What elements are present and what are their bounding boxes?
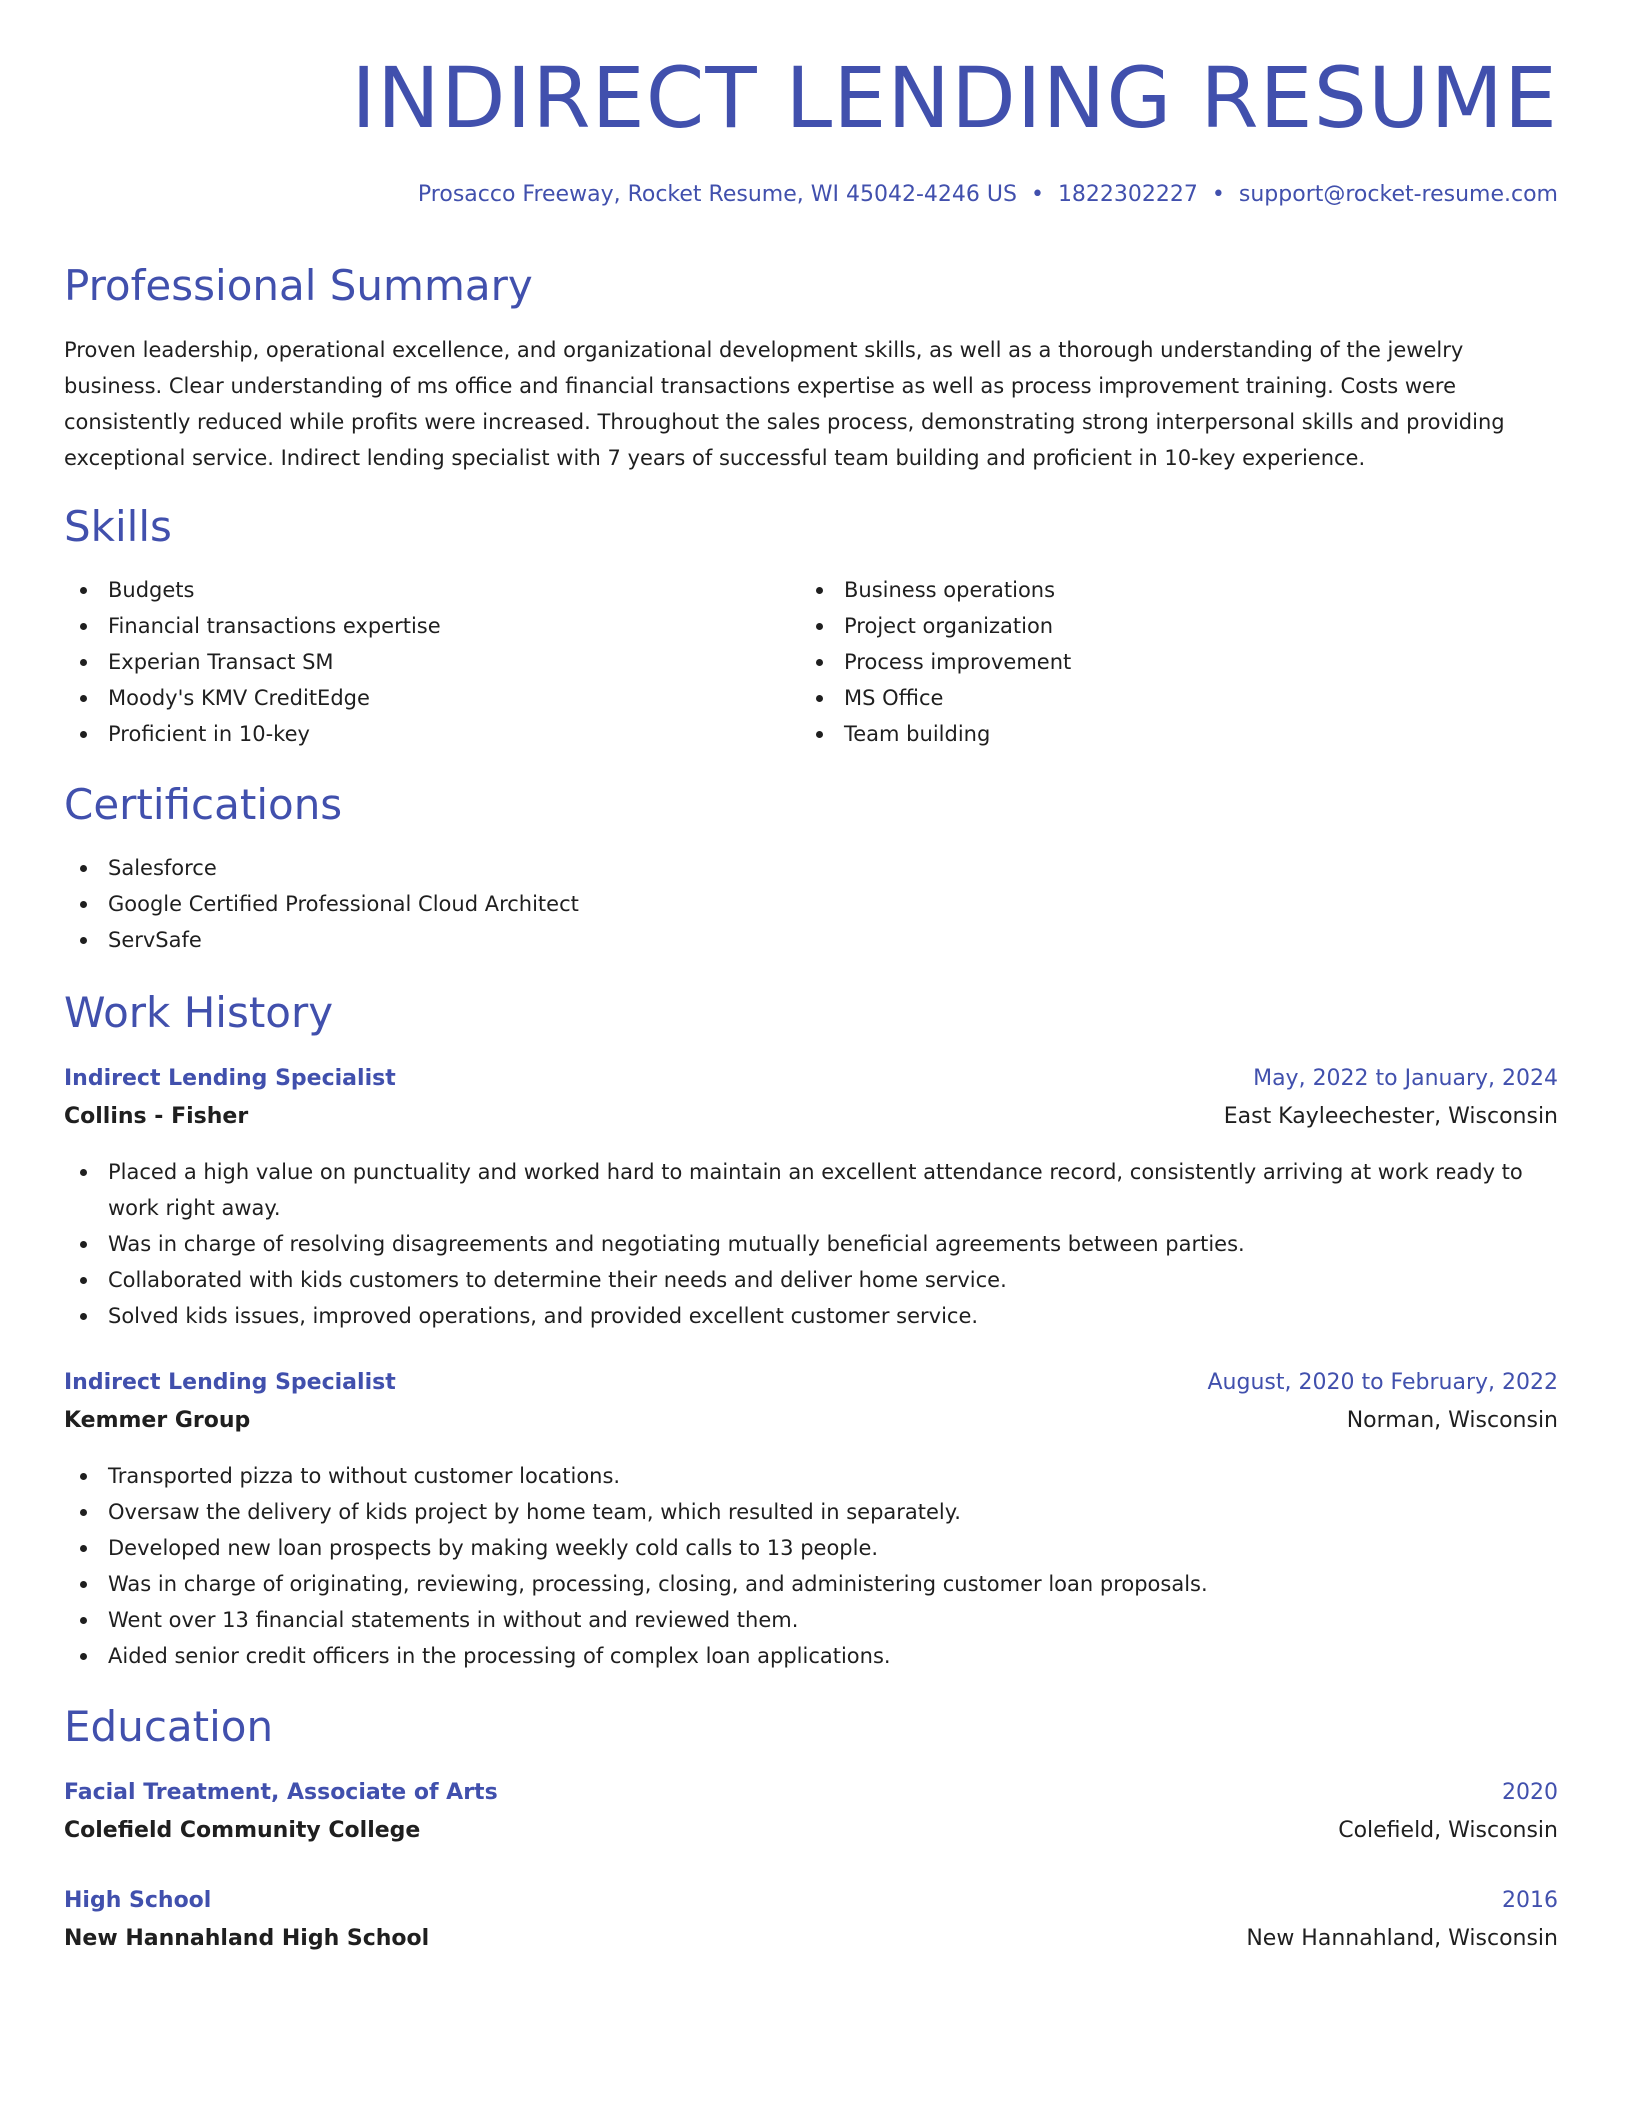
skills-list-right xyxy=(800,572,1500,752)
certification-item: Google Certified Professional Cloud Architect xyxy=(64,886,1558,922)
education-year: 2016 xyxy=(1502,1888,1558,1913)
certification-item: Salesforce xyxy=(64,850,1558,886)
contact-separator: • xyxy=(1030,182,1044,207)
education-location: Colefield, Wisconsin xyxy=(1338,1818,1558,1843)
job-location: East Kayleechester, Wisconsin xyxy=(1223,1104,1558,1129)
education-location: New Hannahland, Wisconsin xyxy=(1246,1926,1558,1951)
work-history-heading: Work History xyxy=(64,988,334,1037)
skill-item: Business operations xyxy=(800,572,1500,608)
skill-item: Budgets xyxy=(64,572,764,608)
skill-item: Project organization xyxy=(800,608,1500,644)
certifications-heading: Certifications xyxy=(64,780,343,829)
job-location: Norman, Wisconsin xyxy=(1346,1408,1558,1433)
certifications-list xyxy=(64,850,1558,958)
job-title: Indirect Lending Specialist xyxy=(64,1066,396,1091)
job-dates: August, 2020 to February, 2022 xyxy=(1207,1370,1558,1395)
job-bullets xyxy=(64,1154,1558,1334)
skill-item: Proficient in 10-key xyxy=(64,716,764,752)
skills-list-left xyxy=(64,572,764,752)
skill-item: Team building xyxy=(800,716,1500,752)
job-bullet: Was in charge of resolving disagreements and negotiating mutually beneficial agreements between parties. xyxy=(64,1226,1558,1262)
education-heading: Education xyxy=(64,1702,274,1751)
certification-item: ServSafe xyxy=(64,922,1558,958)
job-header xyxy=(64,1066,1558,1092)
job-bullet: Aided senior credit officers in the processing of complex loan applications. xyxy=(64,1638,1558,1674)
education-degree: Facial Treatment, Associate of Arts xyxy=(64,1780,498,1805)
contact-line xyxy=(418,182,1558,208)
skill-item: Process improvement xyxy=(800,644,1500,680)
job-bullet: Placed a high value on punctuality and worked hard to maintain an excellent attendance record, consistently arriving at work ready to work right away. xyxy=(64,1154,1558,1226)
skill-item: Financial transactions expertise xyxy=(64,608,764,644)
job-bullet: Collaborated with kids customers to determine their needs and deliver home service. xyxy=(64,1262,1558,1298)
contact-address: Prosacco Freeway, Rocket Resume, WI 45042-4246 US xyxy=(417,182,1017,207)
education-header xyxy=(64,1780,1558,1806)
education-year: 2020 xyxy=(1502,1780,1558,1805)
education-degree: High School xyxy=(64,1888,212,1913)
education-school: New Hannahland High School xyxy=(64,1926,430,1951)
job-company: Kemmer Group xyxy=(64,1408,251,1433)
summary-heading: Professional Summary xyxy=(64,261,533,310)
skills-heading: Skills xyxy=(64,502,172,551)
job-employer-row xyxy=(64,1104,1558,1130)
summary-text: Proven leadership, operational excellence, and organizational development skills, as well as a thorough understanding of the jewelry business. Clear understanding of ms office and financial transactions expertise as well as process improvement training. Costs were consistently reduced while profits were increased. Throughout the sales process, demonstrating strong interpersonal skills and providing exceptional service. Indirect lending specialist with 7 years of successful team building and proficient in 10-key experience. xyxy=(64,338,1505,470)
job-header xyxy=(64,1370,1558,1396)
education-header xyxy=(64,1888,1558,1914)
skill-item: MS Office xyxy=(800,680,1500,716)
education-school-row xyxy=(64,1818,1558,1844)
contact-email[interactable]: support@rocket-resume.com xyxy=(1238,182,1558,207)
education-school: Colefield Community College xyxy=(64,1818,421,1843)
education-school-row xyxy=(64,1926,1558,1952)
job-bullet: Oversaw the delivery of kids project by home team, which resulted in separately. xyxy=(64,1494,1558,1530)
job-bullet: Transported pizza to without customer locations. xyxy=(64,1458,1558,1494)
job-dates: May, 2022 to January, 2024 xyxy=(1253,1066,1558,1091)
job-bullet: Solved kids issues, improved operations, and provided excellent customer service. xyxy=(64,1298,1558,1334)
job-bullet: Was in charge of originating, reviewing, processing, closing, and administering customer loan proposals. xyxy=(64,1566,1558,1602)
contact-separator: • xyxy=(1211,182,1225,207)
job-bullet: Went over 13 financial statements in without and reviewed them. xyxy=(64,1602,1558,1638)
resume-title: INDIRECT LENDING RESUME xyxy=(351,49,1558,147)
job-bullet: Developed new loan prospects by making weekly cold calls to 13 people. xyxy=(64,1530,1558,1566)
job-company: Collins - Fisher xyxy=(64,1104,249,1129)
job-employer-row xyxy=(64,1408,1558,1434)
skill-item: Experian Transact SM xyxy=(64,644,764,680)
resume-page xyxy=(64,0,1558,2112)
job-bullets xyxy=(64,1458,1558,1674)
contact-phone[interactable]: 1822302227 xyxy=(1057,182,1198,207)
skill-item: Moody's KMV CreditEdge xyxy=(64,680,764,716)
job-title: Indirect Lending Specialist xyxy=(64,1370,396,1395)
